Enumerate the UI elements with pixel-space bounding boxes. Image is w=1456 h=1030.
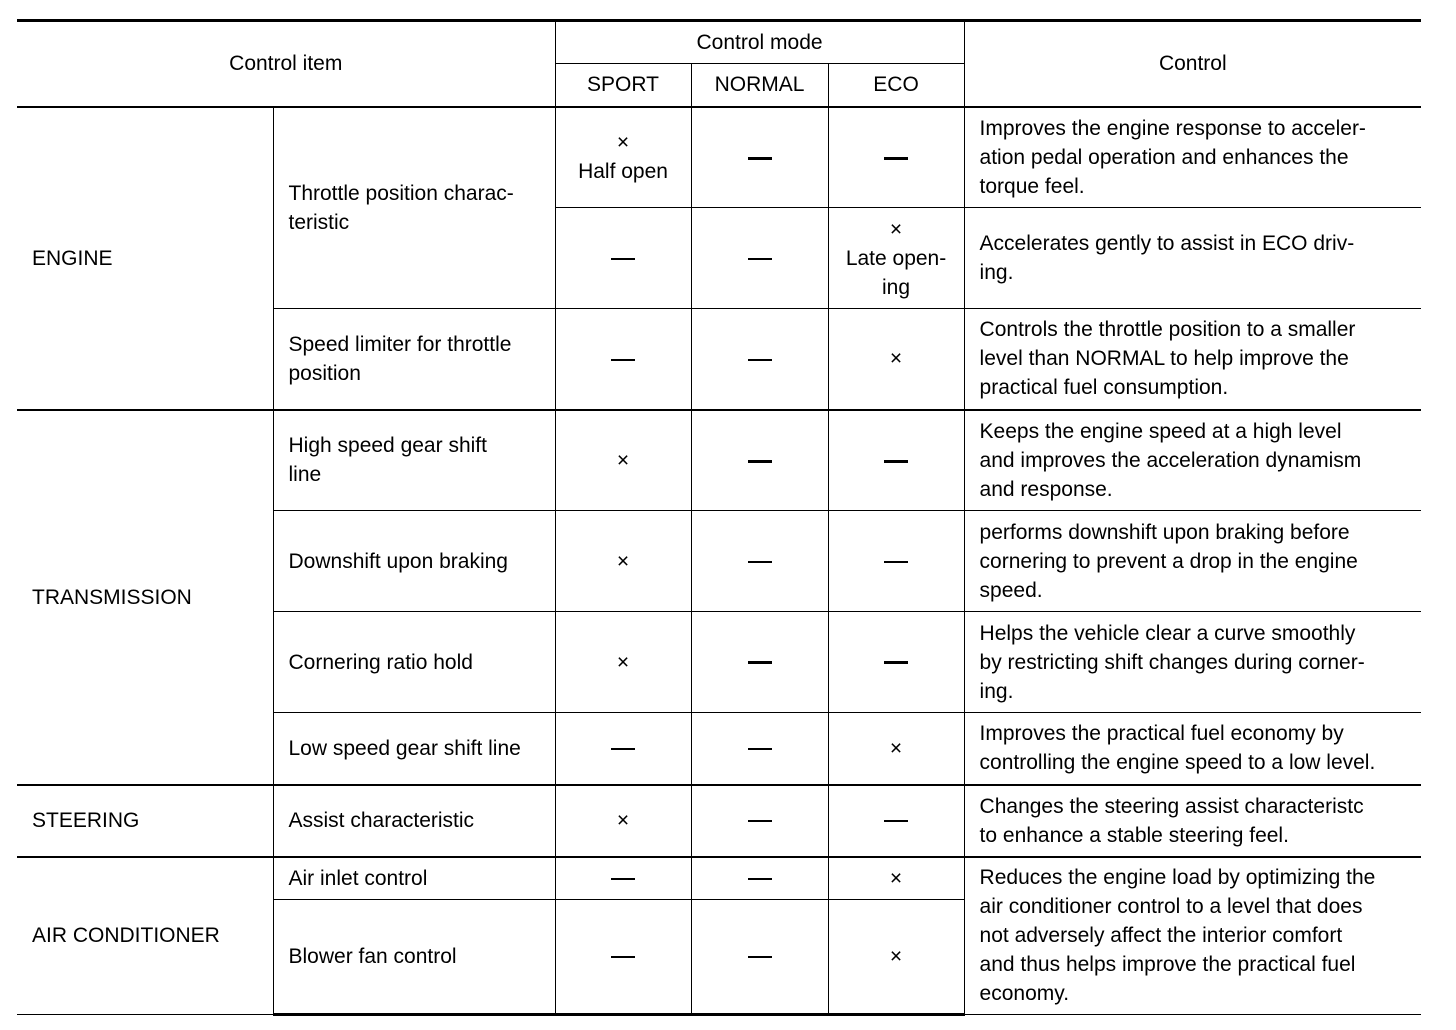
table-row bbox=[17, 107, 1421, 208]
control-low-speed: Improves the practical fuel economy by controlling the engine speed to a low level. bbox=[964, 713, 1421, 785]
eco-cornering-cell bbox=[828, 612, 964, 713]
dash-icon bbox=[748, 561, 772, 563]
header-normal: NORMAL bbox=[691, 64, 828, 107]
dash-icon bbox=[884, 561, 908, 563]
sport-throttle-eco-cell bbox=[555, 208, 691, 309]
dash-icon bbox=[884, 661, 908, 664]
eco-high-speed-cell bbox=[828, 410, 964, 511]
header-control-mode: Control mode bbox=[555, 21, 964, 64]
header-row-1 bbox=[17, 21, 1421, 64]
table-row bbox=[17, 857, 1421, 900]
eco-assist-cell bbox=[828, 785, 964, 857]
dash-icon bbox=[748, 157, 772, 160]
item-downshift: Downshift upon braking bbox=[273, 511, 555, 612]
category-transmission: TRANSMISSION bbox=[17, 410, 273, 785]
sport-assist-cell: × bbox=[555, 785, 691, 857]
dash-icon bbox=[611, 359, 635, 361]
normal-throttle-eco-cell bbox=[691, 208, 828, 309]
table-row bbox=[17, 410, 1421, 511]
control-mode-table bbox=[17, 19, 1421, 1016]
eco-air-inlet-cell: × bbox=[828, 857, 964, 900]
item-throttle-position: Throttle position charac- teristic bbox=[273, 107, 555, 309]
eco-downshift-cell bbox=[828, 511, 964, 612]
item-speed-limiter: Speed limiter for throttle position bbox=[273, 309, 555, 410]
header-control-item: Control item bbox=[17, 21, 555, 107]
control-speed-limiter: Controls the throttle position to a smaller level than NORMAL to help improve the practical fuel consumption. bbox=[964, 309, 1421, 410]
dash-icon bbox=[748, 956, 772, 958]
eco-throttle-eco-cell: × Late open- ing bbox=[828, 208, 964, 309]
normal-assist-cell bbox=[691, 785, 828, 857]
eco-speed-limiter-cell: × bbox=[828, 309, 964, 410]
control-air-conditioner: Reduces the engine load by optimizing the air conditioner control to a level that does not adversely affect the interior comfort and thus helps improve the practical fuel economy. bbox=[964, 857, 1421, 1015]
control-downshift: performs downshift upon braking before cornering to prevent a drop in the engine speed. bbox=[964, 511, 1421, 612]
dash-icon bbox=[748, 748, 772, 750]
dash-icon bbox=[884, 820, 908, 822]
dash-icon bbox=[748, 661, 772, 664]
control-assist: Changes the steering assist characteristc to enhance a stable steering feel. bbox=[964, 785, 1421, 857]
category-engine: ENGINE bbox=[17, 107, 273, 410]
normal-air-inlet-cell bbox=[691, 857, 828, 900]
control-throttle-eco: Accelerates gently to assist in ECO driv- ing. bbox=[964, 208, 1421, 309]
dash-icon bbox=[884, 460, 908, 463]
item-cornering-ratio: Cornering ratio hold bbox=[273, 612, 555, 713]
sport-low-speed-cell bbox=[555, 713, 691, 785]
normal-throttle-cell bbox=[691, 107, 828, 208]
sport-blower-cell bbox=[555, 900, 691, 1015]
eco-blower-cell: × bbox=[828, 900, 964, 1015]
dash-icon bbox=[611, 748, 635, 750]
sport-air-inlet-cell bbox=[555, 857, 691, 900]
eco-throttle-cell bbox=[828, 107, 964, 208]
dash-icon bbox=[748, 460, 772, 463]
control-throttle-sport: Improves the engine response to acceler- ation pedal operation and enhances the torque feel. bbox=[964, 107, 1421, 208]
table-row bbox=[17, 785, 1421, 857]
item-assist-characteristic: Assist characteristic bbox=[273, 785, 555, 857]
dash-icon bbox=[748, 820, 772, 822]
normal-high-speed-cell bbox=[691, 410, 828, 511]
dash-icon bbox=[611, 956, 635, 958]
category-air-conditioner: AIR CONDITIONER bbox=[17, 857, 273, 1015]
sport-cornering-cell: × bbox=[555, 612, 691, 713]
eco-low-speed-cell: × bbox=[828, 713, 964, 785]
sport-high-speed-cell: × bbox=[555, 410, 691, 511]
sport-throttle-cell: × Half open bbox=[555, 107, 691, 208]
normal-speed-limiter-cell bbox=[691, 309, 828, 410]
item-blower-fan: Blower fan control bbox=[273, 900, 555, 1015]
dash-icon bbox=[748, 359, 772, 361]
item-low-speed-gear: Low speed gear shift line bbox=[273, 713, 555, 785]
header-eco: ECO bbox=[828, 64, 964, 107]
control-high-speed: Keeps the engine speed at a high level and improves the acceleration dynamism and response. bbox=[964, 410, 1421, 511]
control-cornering: Helps the vehicle clear a curve smoothly by restricting shift changes during corner- ing. bbox=[964, 612, 1421, 713]
item-high-speed-gear: High speed gear shift line bbox=[273, 410, 555, 511]
header-sport: SPORT bbox=[555, 64, 691, 107]
header-control: Control bbox=[964, 21, 1421, 107]
sport-speed-limiter-cell bbox=[555, 309, 691, 410]
dash-icon bbox=[748, 258, 772, 260]
normal-blower-cell bbox=[691, 900, 828, 1015]
category-steering: STEERING bbox=[17, 785, 273, 857]
sport-downshift-cell: × bbox=[555, 511, 691, 612]
dash-icon bbox=[611, 878, 635, 880]
dash-icon bbox=[611, 258, 635, 260]
item-air-inlet: Air inlet control bbox=[273, 857, 555, 900]
normal-cornering-cell bbox=[691, 612, 828, 713]
dash-icon bbox=[884, 157, 908, 160]
normal-low-speed-cell bbox=[691, 713, 828, 785]
normal-downshift-cell bbox=[691, 511, 828, 612]
dash-icon bbox=[748, 878, 772, 880]
